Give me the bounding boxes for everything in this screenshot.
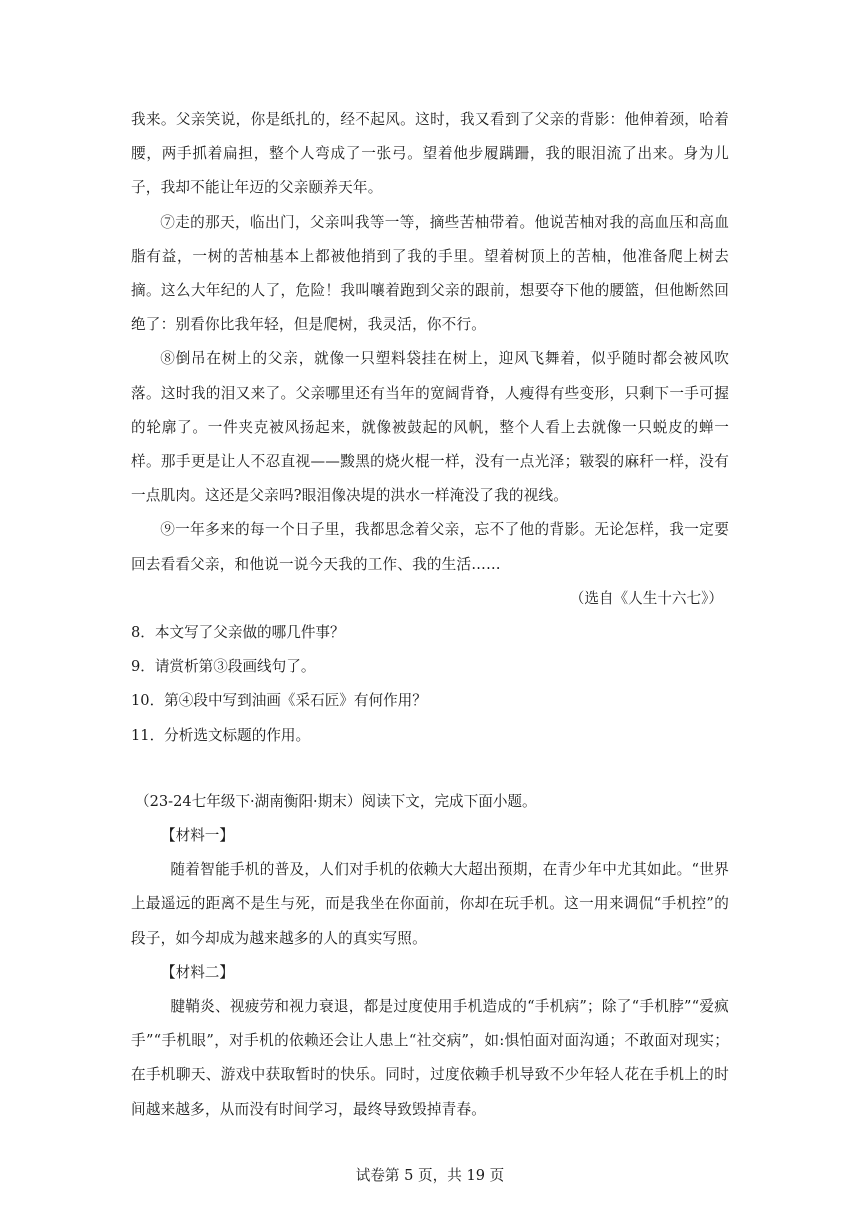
passage-source: （选自《人生十六七》） [569,589,723,607]
question-10: 10．第④段中写到油画《采石匠》有何作用？ [131,692,427,710]
material-2-label: 【材料二】 [161,963,234,981]
question-11: 11．分析选文标题的作用。 [131,726,311,744]
passage-paragraph-9: ⑨一年多来的每一个日子里，我都思念着父亲，忘不了他的背影。无论怎样，我一定要回去看看父亲，和他说一说今天我的工作、我的生活…… [131,521,729,573]
question-8: 8．本文写了父亲做的哪几件事？ [131,624,345,642]
page-content [131,103,729,1127]
question-9: 9．请赏析第③段画线句了。 [131,658,316,676]
page-footer: 试卷第 5 页，共 19 页 [355,1167,505,1184]
section-gap [131,753,729,785]
passage-paragraph-8: ⑧倒吊在树上的父亲，就像一只塑料袋挂在树上，迎风飞舞着，似乎随时都会被风吹落。这时我的泪又来了。父亲哪里还有当年的宽阔背脊，人瘦得有些变形，只剩下一手可握的轮廓了。一件夹克被风扬起来，就像被鼓起的风帆，整个人看上去就像一只蜕皮的蝉一样。那手更是让人不忍直视——黢黑的烧火棍一样，没有一点光泽；皲裂的麻秆一样，没有一点肌肉。这还是父亲吗?眼泪像决堤的洪水一样淹没了我的视线。 [131,350,729,505]
passage-paragraph-7: ⑦走的那天，临出门，父亲叫我等一等，摘些苦柚带着。他说苦柚对我的高血压和高血脂有益，一树的苦柚基本上都被他捎到了我的手里。望着树顶上的苦柚，他准备爬上树去摘。这么大年纪的人了，危险！我叫嚷着跑到父亲的跟前，想要夺下他的腰篮，但他断然回绝了：别看你比我年轻，但是爬树，我灵活，你不行。 [131,213,729,334]
material-2-text: 腱鞘炎、视疲劳和视力衰退，都是过度使用手机造成的“手机病”；除了“手机脖”“爱疯手”“手机眼”，对手机的依赖还会让人患上“社交病”，如:惧怕面对面沟通；不敢面对现实；在手机聊天、游戏中获取暂时的快乐。同时，过度依赖手机导致不少年轻人花在手机上的时间越来越多，从而没有时间学习，最终导致毁掉青春。 [131,998,729,1118]
material-1-label: 【材料一】 [161,827,234,845]
material-1-text: 随着智能手机的普及，人们对手机的依赖大大超出预期，在青少年中尤其如此。“世界上最遥远的距离不是生与死，而是我坐在你面前，你却在玩手机。这一用来调侃“手机控”的段子，如今却成为越来越多的人的真实写照。 [131,861,729,947]
passage-paragraph-6-continued: 我来。父亲笑说，你是纸扎的，经不起风。这时，我又看到了父亲的背影：他伸着颈，哈着腰，两手抓着扁担，整个人弯成了一张弓。望着他步履蹒跚，我的眼泪流了出来。身为儿子，我却不能让年迈的父亲颐养天年。 [131,111,729,197]
section-header: （23-24七年级下·湖南衡阳·期末）阅读下文，完成下面小题。 [135,792,537,810]
